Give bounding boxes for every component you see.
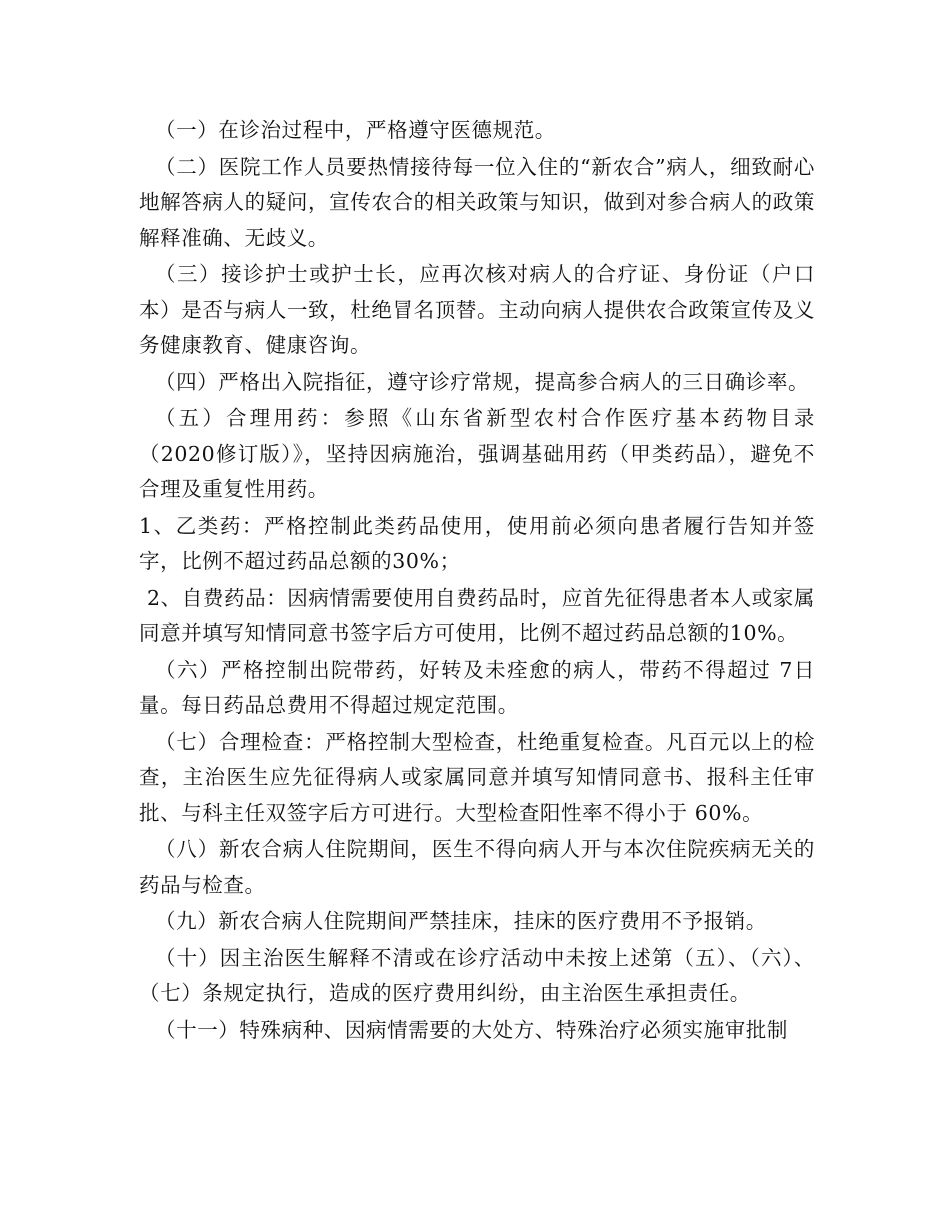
paragraph-5: （五）合理用药：参照《山东省新型农村合作医疗基本药物目录（2020修订版）》，坚持因病施治，强调基础用药（甲类药品），避免不合理及重复性用药。	[139, 406, 815, 501]
paragraph-1: （一）在诊治过程中，严格遵守医德规范。	[155, 118, 556, 142]
paragraph-9: （九）新农合病人住院期间严禁挂床，挂床的医疗费用不予报销。	[155, 909, 767, 933]
paragraph-2: （二）医院工作人员要热情接待每一位入住的“新农合”病人，细致耐心地解答病人的疑问，宣传农合的相关政策与知识，做到对参合病人的政策解释准确、无歧义。	[139, 154, 815, 250]
paragraph-10: （十）因主治医生解释不清或在诊疗活动中未按上述第（五）、（六）、（七）条规定执行，造成的医疗费用纠纷，由主治医生承担责任。	[139, 945, 815, 1005]
paragraph-11: （十一）特殊病种、因病情需要的大处方、特殊治疗必须实施审批制	[155, 1017, 788, 1042]
paragraph-7: （七）合理检查：严格控制大型检查，杜绝重复检查。凡百元以上的检查，主治医生应先征得病人或家属同意并填写知情同意书、报科主任审批、与科主任双签字后方可进行。大型检查阳性率不得小于 60%。	[139, 729, 815, 825]
list-item-2: 2、自费药品：因病情需要使用自费药品时，应首先征得患者本人或家属同意并填写知情同意书签字后方可使用，比例不超过药品总额的10%。	[139, 585, 815, 645]
paragraph-3: （三）接诊护士或护士长，应再次核对病人的合疗证、身份证（户口本）是否与病人一致，杜绝冒名顶替。主动向病人提供农合政策宣传及义务健康教育、健康咨询。	[139, 262, 815, 357]
document-body	[139, 113, 815, 1049]
paragraph-6: （六）严格控制出院带药，好转及未痊愈的病人，带药不得超过 7日量。每日药品总费用不得超过规定范围。	[139, 657, 815, 717]
paragraph-8: （八）新农合病人住院期间，医生不得向病人开与本次住院疾病无关的药品与检查。	[139, 837, 815, 897]
list-item-1: 1、乙类药：严格控制此类药品使用，使用前必须向患者履行告知并签字，比例不超过药品总额的30%；	[139, 513, 815, 573]
paragraph-4: （四）严格出入院指征，遵守诊疗常规，提高参合病人的三日确诊率。	[155, 369, 810, 394]
